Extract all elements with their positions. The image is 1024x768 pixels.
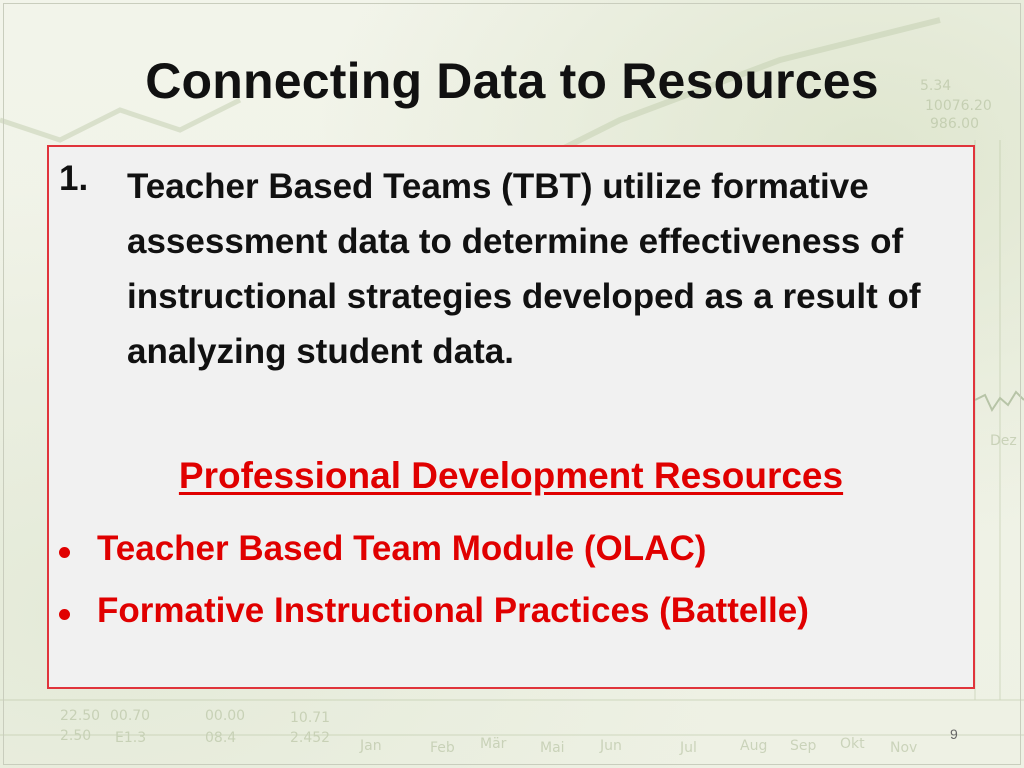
resources-list <box>59 529 959 653</box>
content-box <box>47 145 975 689</box>
slide-title: Connecting Data to Resources <box>145 53 879 109</box>
svg-text:986.00: 986.00 <box>930 116 979 132</box>
svg-text:10076.20: 10076.20 <box>925 98 992 114</box>
svg-text:Mär: Mär <box>480 736 507 752</box>
svg-text:Jun: Jun <box>600 738 622 754</box>
resources-heading: Professional Development Resources <box>178 455 844 496</box>
svg-text:00.70: 00.70 <box>110 708 151 724</box>
svg-text:Sep: Sep <box>790 738 817 754</box>
resource-label: Teacher Based Team Module (OLAC) <box>97 529 707 568</box>
svg-text:E1.3: E1.3 <box>115 730 147 746</box>
svg-text:Jan: Jan <box>360 738 382 754</box>
page-number: 9 <box>950 726 958 742</box>
bullet-icon <box>59 609 70 620</box>
svg-text:08.4: 08.4 <box>205 730 237 746</box>
svg-text:5.34: 5.34 <box>920 78 952 94</box>
svg-text:2.452: 2.452 <box>290 730 331 746</box>
item-text: Teacher Based Teams (TBT) utilize formative assessment data to determine effectiveness of instructional strategies developed as a result of analyzing student data. <box>127 167 921 371</box>
svg-text:10.71: 10.71 <box>290 710 331 726</box>
svg-text:Feb: Feb <box>430 740 455 756</box>
svg-text:Aug: Aug <box>740 738 768 754</box>
item-number: 1. <box>59 159 89 198</box>
svg-text:Jul: Jul <box>680 740 697 756</box>
svg-text:Mai: Mai <box>540 740 565 756</box>
list-item <box>59 591 959 653</box>
svg-text:2.50: 2.50 <box>60 728 92 744</box>
list-item <box>59 529 959 591</box>
svg-text:Okt: Okt <box>840 736 865 752</box>
svg-text:22.50: 22.50 <box>60 708 101 724</box>
svg-text:Nov: Nov <box>890 740 918 756</box>
svg-text:00.00: 00.00 <box>205 708 246 724</box>
resource-label: Formative Instructional Practices (Battelle) <box>97 591 809 630</box>
bullet-icon <box>59 547 70 558</box>
svg-text:Dez: Dez <box>990 433 1017 449</box>
